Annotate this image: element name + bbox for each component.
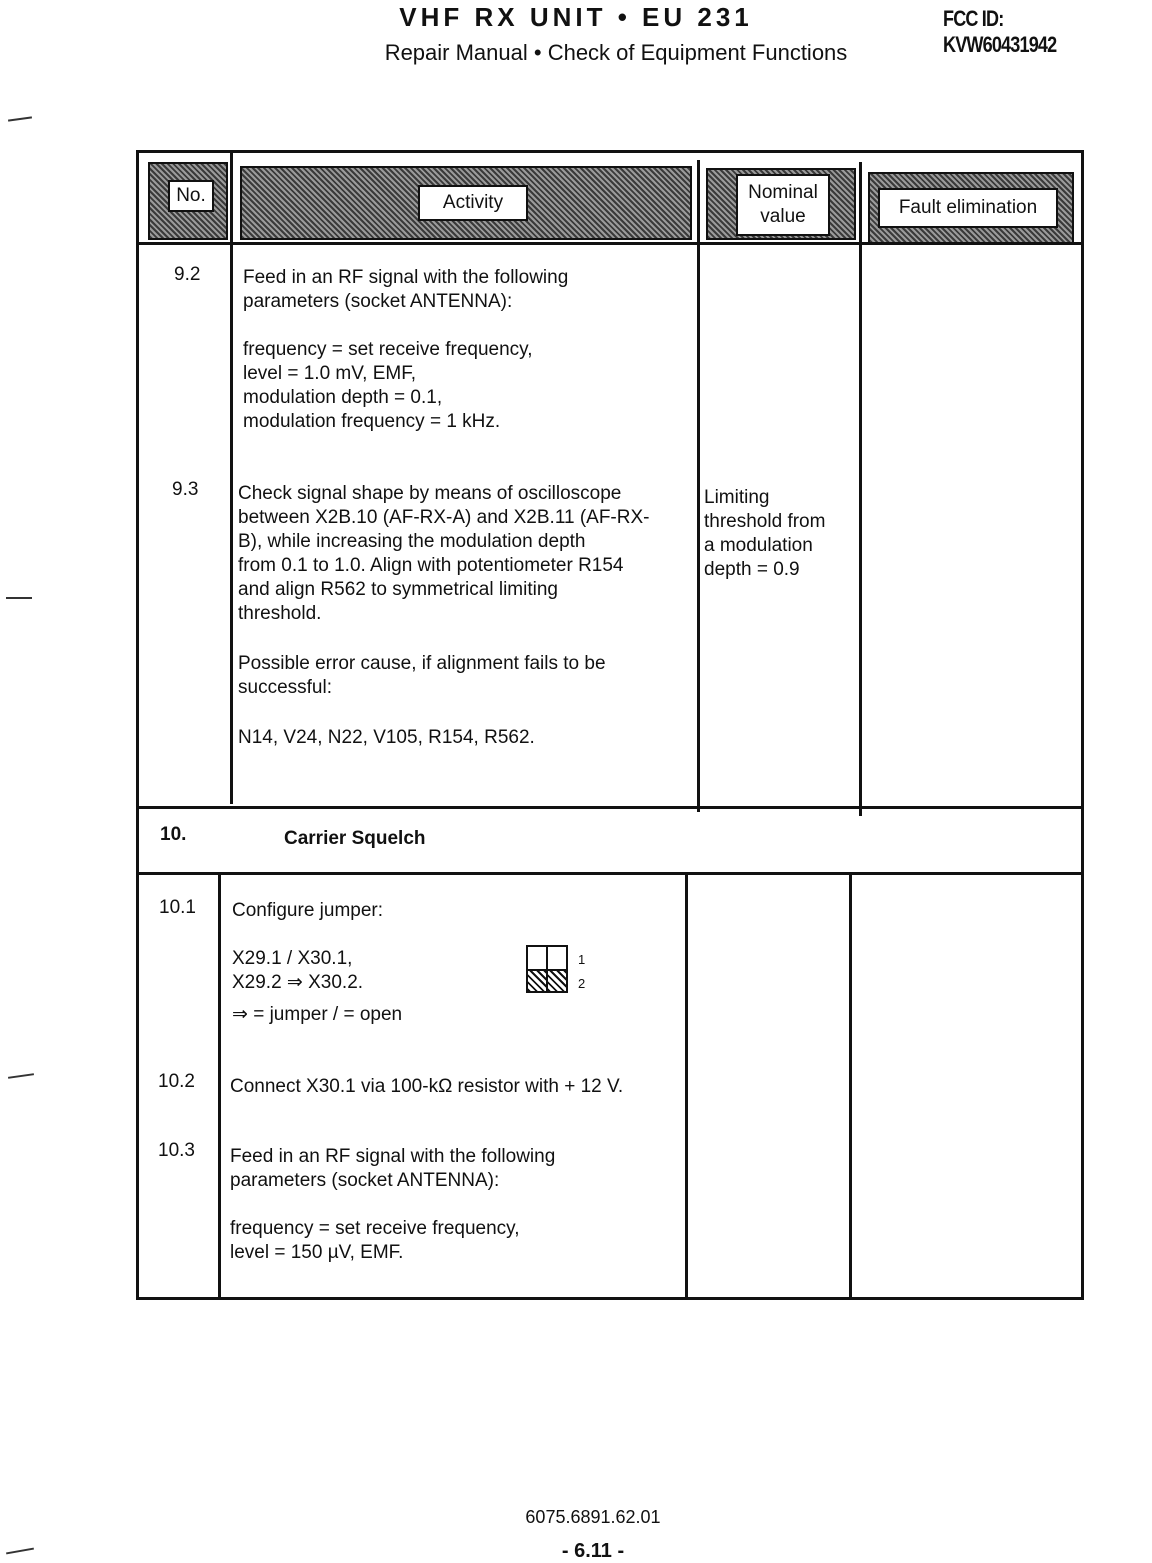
- header-divider: [139, 242, 1081, 245]
- text-line: level = 150 µV, EMF.: [230, 1242, 404, 1263]
- document-number: 6075.6891.62.01: [525, 1507, 661, 1527]
- document-title: VHF RX UNIT • EU 231: [399, 2, 753, 32]
- text-line: Possible error cause, if alignment fails to be: [238, 653, 606, 674]
- section-divider: [139, 872, 1081, 875]
- nominal-value: [704, 486, 825, 582]
- column-divider: [859, 162, 862, 816]
- row-number: 9.2: [174, 264, 201, 285]
- text-line: level = 1.0 mV, EMF,: [243, 363, 417, 384]
- text-line: from 0.1 to 1.0. Align with potentiometer R154: [238, 555, 624, 576]
- text-line: X29.2 ⇒ X30.2.: [232, 972, 364, 993]
- jumper-pin-open: [546, 945, 568, 971]
- jumper-diagram: [526, 945, 570, 995]
- section-divider: [139, 806, 1081, 809]
- text-line: threshold from: [704, 511, 826, 532]
- text-line: parameters (socket ANTENNA):: [243, 291, 513, 312]
- scan-mark: [6, 597, 32, 599]
- column-header-fault: Fault elimination: [878, 188, 1058, 228]
- text-line: modulation frequency = 1 kHz.: [243, 411, 501, 432]
- text-line: X29.1 / X30.1,: [232, 948, 353, 969]
- text-line: frequency = set receive frequency,: [230, 1218, 520, 1239]
- fcc-id: FCC ID: KVW60431942: [943, 6, 1057, 57]
- jumper-pin-set: [546, 969, 568, 993]
- column-header-nominal-line2: value: [760, 206, 806, 227]
- column-divider: [697, 160, 700, 812]
- text-line: depth = 0.9: [704, 559, 800, 580]
- text-line: modulation depth = 0.1,: [243, 387, 443, 408]
- jumper-row-label-1: 1: [578, 952, 586, 967]
- text-line: Check signal shape by means of oscilloscope: [238, 483, 622, 504]
- row-number: 10.2: [158, 1071, 195, 1092]
- text-line: threshold.: [238, 603, 322, 624]
- activity-text: [243, 266, 568, 434]
- text-line: B), while increasing the modulation depth: [238, 531, 586, 552]
- scan-mark: [8, 116, 32, 121]
- text-line: between X2B.10 (AF-RX-A) and X2B.11 (AF-RX-: [238, 507, 650, 528]
- column-divider: [849, 875, 852, 1297]
- row-number: 9.3: [172, 479, 199, 500]
- row-number: 10.3: [158, 1140, 195, 1161]
- text-line: N14, V24, N22, V105, R154, R562.: [238, 727, 535, 748]
- column-divider: [218, 875, 221, 1297]
- activity-text: [230, 1145, 555, 1265]
- section-title: Carrier Squelch: [284, 828, 426, 849]
- jumper-row-label-2: 2: [578, 976, 586, 991]
- document-subtitle: Repair Manual • Check of Equipment Functions: [384, 40, 848, 65]
- activity-text: [232, 899, 402, 1027]
- column-header-nominal: [736, 174, 830, 236]
- row-number: 10.1: [159, 897, 196, 918]
- text-line: parameters (socket ANTENNA):: [230, 1170, 500, 1191]
- text-line: Feed in an RF signal with the following: [230, 1146, 556, 1167]
- text-line: and align R562 to symmetrical limiting: [238, 579, 558, 600]
- column-divider: [230, 153, 233, 804]
- column-divider: [685, 875, 688, 1297]
- page-number: - 6.11 -: [561, 1540, 625, 1562]
- text-line: frequency = set receive frequency,: [243, 339, 533, 360]
- column-header-activity: Activity: [418, 185, 528, 221]
- jumper-pin-open: [526, 945, 548, 971]
- activity-text: [238, 482, 649, 750]
- text-line: Limiting: [704, 487, 770, 508]
- text-line: Feed in an RF signal with the following: [243, 267, 569, 288]
- text-line: successful:: [238, 677, 332, 698]
- jumper-pin-set: [526, 969, 548, 993]
- text-line: a modulation: [704, 535, 813, 556]
- text-line: ⇒ = jumper / = open: [232, 1004, 403, 1025]
- column-header-nominal-line1: Nominal: [748, 182, 818, 203]
- activity-text: Connect X30.1 via 100-kΩ resistor with + 12 V.: [230, 1076, 624, 1097]
- scan-mark: [8, 1073, 34, 1079]
- column-header-no: No.: [168, 180, 214, 212]
- text-line: Configure jumper:: [232, 900, 384, 921]
- section-number: 10.: [160, 824, 187, 845]
